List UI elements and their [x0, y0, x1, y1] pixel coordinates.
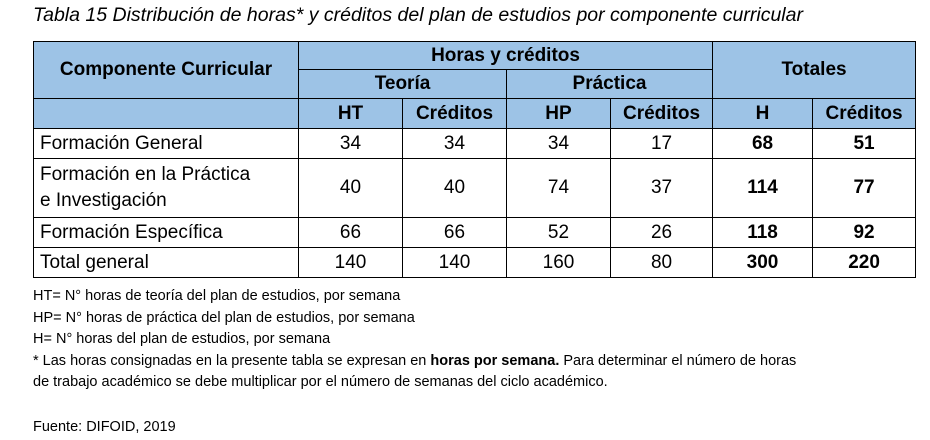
cell-total-h: 300	[713, 248, 813, 278]
cell-creditos-practica: 17	[611, 129, 713, 159]
row-name: Formación General	[34, 129, 299, 159]
distribution-table	[33, 41, 916, 278]
source-note: Fuente: DIFOID, 2019	[33, 419, 176, 435]
cell-hp: 34	[507, 129, 611, 159]
cell-ht: 140	[299, 248, 403, 278]
header-ht: HT	[299, 99, 403, 129]
header-h: H	[713, 99, 813, 129]
header-teoria: Teoría	[299, 70, 507, 99]
cell-creditos-teoria: 66	[403, 218, 507, 248]
header-horas-creditos: Horas y créditos	[299, 42, 713, 70]
cell-hp: 160	[507, 248, 611, 278]
header-practica: Práctica	[507, 70, 713, 99]
cell-total-h: 68	[713, 129, 813, 159]
cell-creditos-teoria: 34	[403, 129, 507, 159]
cell-creditos-practica: 37	[611, 159, 713, 218]
cell-total-h: 118	[713, 218, 813, 248]
table-caption: Tabla 15 Distribución de horas* y créditos del plan de estudios por componente curricular	[33, 4, 803, 26]
row-name-line1: Formación en la Práctica	[40, 164, 251, 185]
cell-creditos-teoria: 140	[403, 248, 507, 278]
row-name	[34, 159, 299, 218]
note-star-bold: horas por semana.	[430, 352, 560, 369]
cell-total-h: 114	[713, 159, 813, 218]
header-hp: HP	[507, 99, 611, 129]
cell-hp: 52	[507, 218, 611, 248]
cell-ht: 40	[299, 159, 403, 218]
header-totales: Totales	[713, 42, 916, 99]
header-componente: Componente Curricular	[34, 42, 299, 99]
header-creditos-totales: Créditos	[813, 99, 916, 129]
note-star-text-end: Para determinar el número de horas	[559, 352, 797, 369]
cell-total-creditos: 51	[813, 129, 916, 159]
cell-creditos-practica: 80	[611, 248, 713, 278]
note-ht: HT= N° horas de teoría del plan de estudios, por semana	[33, 288, 401, 304]
note-h: H= N° horas del plan de estudios, por semana	[33, 331, 331, 347]
note-star	[33, 351, 923, 373]
table-row-total	[34, 248, 916, 278]
header-creditos-practica: Créditos	[611, 99, 713, 129]
cell-creditos-teoria: 40	[403, 159, 507, 218]
cell-total-creditos: 77	[813, 159, 916, 218]
cell-ht: 34	[299, 129, 403, 159]
cell-creditos-practica: 26	[611, 218, 713, 248]
header-empty	[34, 99, 299, 129]
row-name-line2: e Investigación	[40, 190, 167, 211]
table-row	[34, 159, 916, 218]
note-star-line2: de trabajo académico se debe multiplicar por el número de semanas del ciclo académico.	[33, 374, 608, 390]
table-notes	[33, 286, 923, 394]
table-row	[34, 129, 916, 159]
cell-total-creditos: 220	[813, 248, 916, 278]
cell-total-creditos: 92	[813, 218, 916, 248]
note-hp: HP= N° horas de práctica del plan de estudios, por semana	[33, 309, 415, 326]
row-name: Formación Específica	[34, 218, 299, 248]
header-creditos-teoria: Créditos	[403, 99, 507, 129]
row-name: Total general	[34, 248, 299, 278]
table-row	[34, 218, 916, 248]
cell-hp: 74	[507, 159, 611, 218]
cell-ht: 66	[299, 218, 403, 248]
note-star-text: * Las horas consignadas en la presente tabla se expresan en	[33, 352, 431, 369]
